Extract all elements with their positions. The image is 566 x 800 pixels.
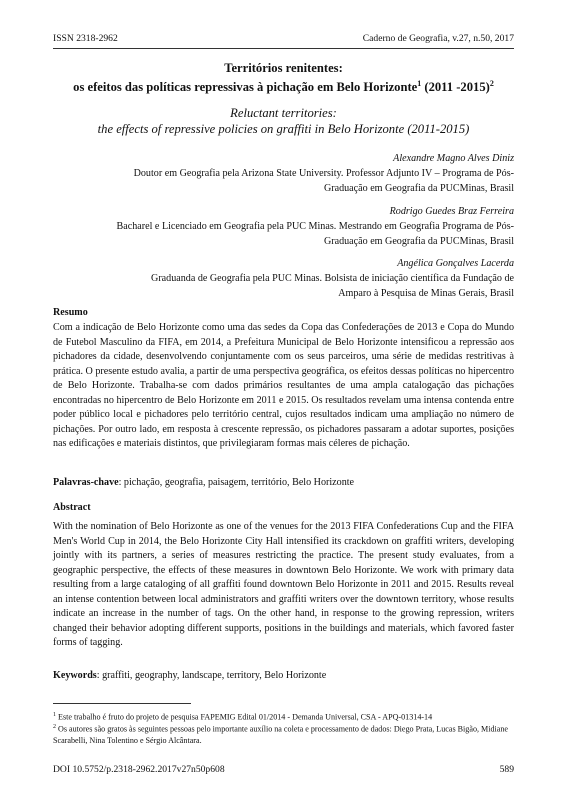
footnote-1: $^1$ Este trabalho é fruto do projeto de pesquisa FAPEMIG Edital 01/2014 - Demanda Universal, CSA - APQ-01314-14 [53, 712, 433, 722]
title-line-1: Territórios renitentes: [224, 61, 343, 75]
footnote-ref-2: 2 [489, 79, 494, 88]
author-affiliation: Graduação em Geografia da PUCMinas, Brasil [323, 183, 514, 194]
abstract-heading: Abstract [53, 502, 91, 513]
keywords-text: : graffiti, geography, landscape, territory, Belo Horizonte [96, 670, 327, 681]
header-rule [53, 48, 514, 49]
title-line-2: os efeitos das políticas repressivas à pichação em Belo Horizonte$^1$ (2011 -2015)$^2$ [73, 79, 494, 95]
footnote-2: $^2$ Os autores são gratos às seguintes pessoas pelo importante auxílio na coleta e processamento de dados: Diego Prata, Lucas Bigão, Midiane Scarabelli, Nina Tolentino e Sérgio Alcântara. [53, 724, 509, 746]
abstract-text: With the nomination of Belo Horizonte as one of the venues for the 2013 FIFA Confederations Cup and the FIFA Men's World Cup in 2014, the Belo Horizonte City Hall intensified its crackdown on graffiti writers, developing jointly with its partners, a series of measures restricting the practice. The present study evaluates, from a geographic perspective, the effects of these measures in downtown Belo Horizonte. We work with primary data resulting from a large cataloging of all graffiti found downtown Belo Horizonte in 2011 and 2015. Results reveal an intense contention between local administrators and graffiti writers over the downtown territory, whose results indicate an increase in the number of tags. On the other hand, in response to the growing repression, writers changed their behavior adopting different supports, positions in the buildings and materials, which favored faster forms of tagging. [53, 521, 514, 648]
author-affiliation: Doutor em Geografia pela Arizona State University. Professor Adjunto IV – Programa de Pós- [133, 168, 514, 179]
palavras-chave-text: : pichação, geografia, paisagem, território, Belo Horizonte [118, 477, 355, 488]
journal-citation: Caderno de Geografia, v.27, n.50, 2017 [362, 33, 514, 44]
paper-title [53, 60, 514, 95]
author-block [53, 256, 514, 301]
keywords-label: Keywords [53, 670, 97, 681]
footnote-rule [53, 703, 191, 704]
palavras-chave-label: Palavras-chave [53, 477, 119, 488]
author-affiliation: Graduação em Geografia da PUCMinas, Brasil [323, 236, 514, 247]
keywords [53, 670, 514, 681]
english-title-line-2: the effects of repressive policies on graffiti in Belo Horizonte (2011-2015) [97, 122, 470, 136]
footnote-mark: 2 [53, 724, 56, 730]
author-name: Angélica Gonçalves Lacerda [397, 258, 514, 269]
page-number: 589 [499, 764, 514, 775]
author-name: Alexandre Magno Alves Diniz [393, 153, 514, 164]
author-name: Rodrigo Guedes Braz Ferreira [389, 206, 514, 217]
resumo-text: Com a indicação de Belo Horizonte como uma das sedes da Copa das Confederações de 2013 e Copa do Mundo de Futebol Masculino da FIFA, em 2014, a Prefeitura Municipal de Belo Horizonte intensificou a repressão aos pichadores da cidade, desenvolvendo conjuntamente com os seus parceiros, uma série de medidas restritivas à prática. O presente estudo avalia, a partir de uma perspectiva geográfica, os efeitos dessas políticas no hipercentro de Belo Horizonte. Trabalha-se com dados primários resultantes de uma ampla catalogação das pichações encontradas no hipercentro de Belo Horizonte em 2011 e 2015. Os resultados revelam uma intensa contenda entre poder público local e pichadores pelo território central, cujos resultados indicam uma ampliação no número de pichações. Por outro lado, em resposta à crescente repressão, os pichadores passaram a adotar suportes, posições nas edificações e materiais distintos, que privilegiaram formas mais céleres de pichação. [53, 322, 514, 449]
english-title [53, 105, 514, 137]
footnote-mark: 1 [53, 712, 56, 718]
author-affiliation: Bacharel e Licenciado em Geografia pela PUC Minas. Mestrando em Geografia Programa de Pós- [116, 221, 514, 232]
palavras-chave [53, 477, 514, 488]
running-header [53, 33, 514, 44]
footnote-ref-1: 1 [417, 79, 422, 88]
running-footer [53, 764, 514, 775]
doi-label: DOI 10.5752/p.2318-2962.2017v27n50p608 [53, 764, 225, 775]
author-block [53, 151, 514, 196]
author-block [53, 204, 514, 249]
resumo-heading: Resumo [53, 307, 88, 318]
issn-label: ISSN 2318-2962 [53, 33, 118, 44]
author-affiliation: Amparo à Pesquisa de Minas Gerais, Brasil [338, 288, 514, 299]
author-affiliation: Graduanda de Geografia pela PUC Minas. Bolsista de iniciação científica da Fundação de [151, 273, 514, 284]
english-title-line-1: Reluctant territories: [230, 106, 337, 120]
